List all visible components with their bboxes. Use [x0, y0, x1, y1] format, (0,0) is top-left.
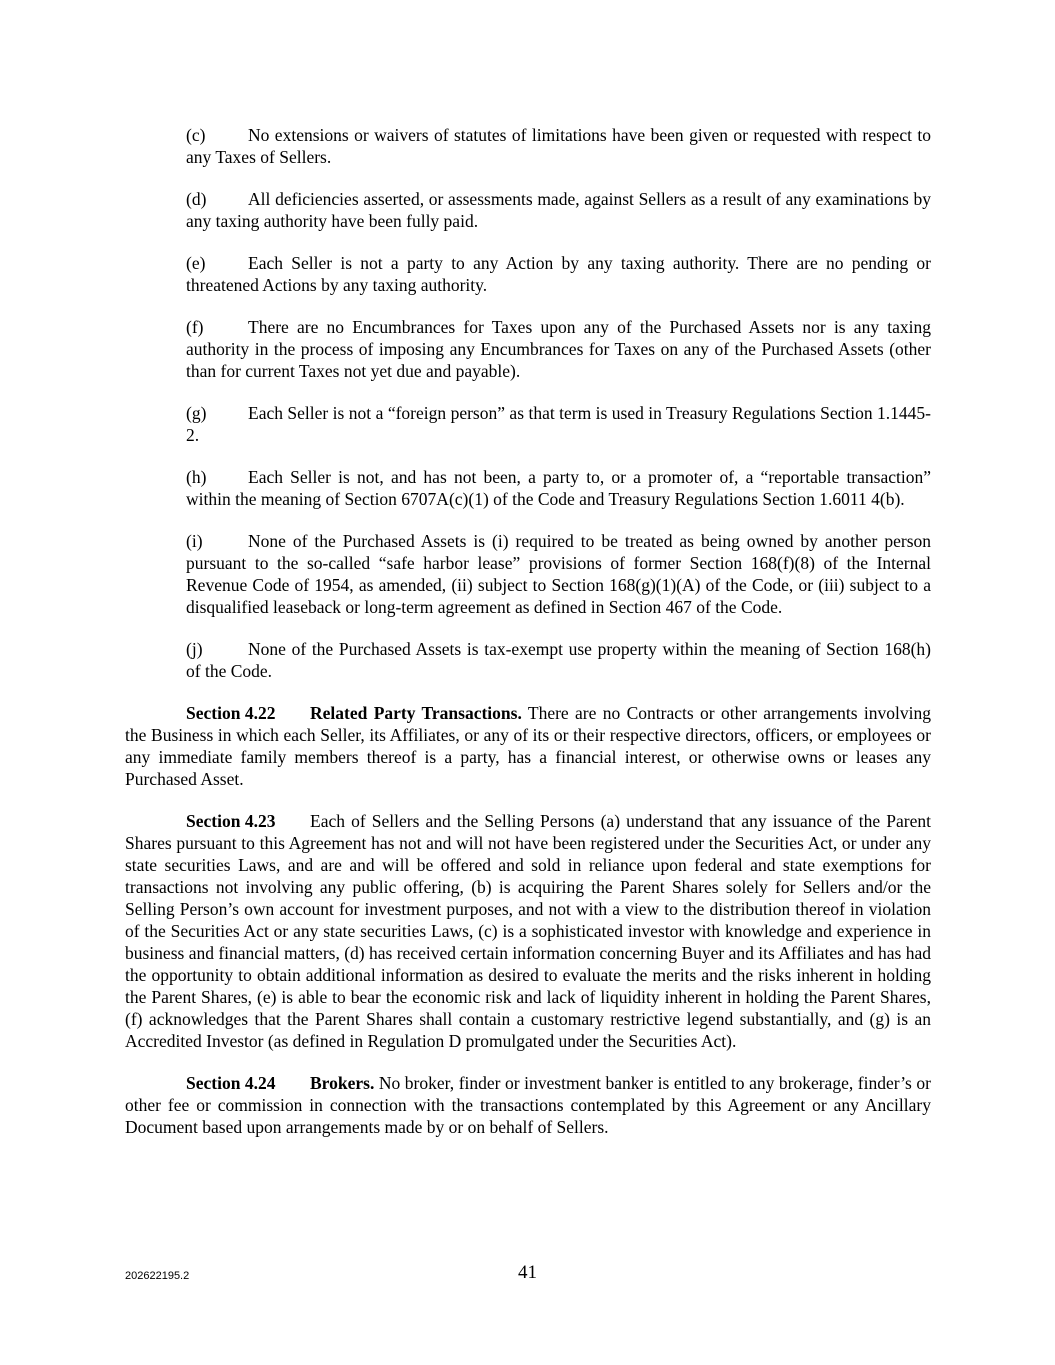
page-number: 41 — [518, 1262, 537, 1283]
subsection-text: Each Seller is not a party to any Action by any taxing authority. There are no pending or threatened Actions by any taxing authority. — [186, 253, 931, 295]
section-number: Section 4.23 — [186, 811, 276, 831]
section-text: No broker, finder or investment banker is entitled to any brokerage, finder’s or other fee or commission in connection with the transactions contemplated by this Agreement or any Ancillary Document based upon arrangements made by or on behalf of Sellers. — [125, 1073, 931, 1137]
subsection-f — [186, 316, 931, 382]
subsection-text: None of the Purchased Assets is (i) required to be treated as being owned by another person pursuant to the so-called “safe harbor lease” provisions of former Section 168(f)(8) of the Internal Revenue Code of 1954, as amended, (ii) subject to Section 168(g)(1)(A) of the Code, or (iii) subject to a disqualified leaseback or long-term agreement as defined in Section 467 of the Code. — [186, 531, 931, 617]
subsection-label: (j) — [186, 639, 203, 659]
subsection-label: (i) — [186, 531, 203, 551]
subsection-i — [186, 530, 931, 618]
subsection-j — [186, 638, 931, 682]
subsection-text: Each Seller is not a “foreign person” as that term is used in Treasury Regulations Section 1.1445-2. — [186, 403, 931, 445]
subsection-label: (d) — [186, 189, 207, 209]
section-4-22 — [125, 702, 931, 790]
subsection-c — [186, 124, 931, 168]
section-number: Section 4.22 — [186, 703, 276, 723]
section-4-24 — [125, 1072, 931, 1138]
section-text: There are no Contracts or other arrangements involving the Business in which each Seller, its Affiliates, or any of its or their respective directors, officers, or employees or any immediate family members thereof is a party, has a financial interest, or otherwise owns or leases any Purchased Asset. — [125, 703, 931, 789]
subsection-h — [186, 466, 931, 510]
subsection-d — [186, 188, 931, 232]
section-text: Each of Sellers and the Selling Persons (a) understand that any issuance of the Parent Shares pursuant to this Agreement has not and will not have been registered under the Securities Act, or under any state securities Laws, and are and will be offered and sold in reliance upon federal and state exemptions for transactions not involving any public offering, (b) is acquiring the Parent Shares solely for Sellers and/or the Selling Person’s own account for investment purposes, and not with a view to the distribution thereof in violation of the Securities Act or any state securities Laws, (c) is a sophisticated investor with knowledge and experience in business and financial matters, (d) has received certain information concerning Buyer and its Affiliates and has had the opportunity to obtain additional information as desired to evaluate the merits and the risks inherent in holding the Parent Shares, (e) is able to bear the economic risk and lack of liquidity inherent in holding the Parent Shares, (f) acknowledges that the Parent Shares shall contain a customary restrictive legend substantially, and (g) is an Accredited Investor (as defined in Regulation D promulgated under the Securities Act). — [125, 811, 931, 1051]
subsection-label: (e) — [186, 253, 206, 273]
subsection-text: All deficiencies asserted, or assessments made, against Sellers as a result of any examinations by any taxing authority have been fully paid. — [186, 189, 931, 231]
section-heading: Related Party Transactions. — [310, 703, 522, 723]
section-number: Section 4.24 — [186, 1073, 276, 1093]
document-id: 202622195.2 — [125, 1270, 190, 1282]
section-heading: Brokers. — [310, 1073, 375, 1093]
subsection-text: No extensions or waivers of statutes of limitations have been given or requested with respect to any Taxes of Sellers. — [186, 125, 931, 167]
subsection-e — [186, 252, 931, 296]
subsection-label: (h) — [186, 467, 207, 487]
subsection-text: There are no Encumbrances for Taxes upon any of the Purchased Assets nor is any taxing authority in the process of imposing any Encumbrances for Taxes on any of the Purchased Assets (other than for current Taxes not yet due and payable). — [186, 317, 931, 381]
section-4-23 — [125, 810, 931, 1052]
document-body — [125, 124, 931, 1158]
subsection-g — [186, 402, 931, 446]
subsection-label: (f) — [186, 317, 204, 337]
subsection-label: (g) — [186, 403, 207, 423]
subsection-text: None of the Purchased Assets is tax-exempt use property within the meaning of Section 168(h) of the Code. — [186, 639, 931, 681]
subsection-text: Each Seller is not, and has not been, a party to, or a promoter of, a “reportable transaction” within the meaning of Section 6707A(c)(1) of the Code and Treasury Regulations Section 1.6011 4(b). — [186, 467, 931, 509]
subsection-label: (c) — [186, 125, 206, 145]
